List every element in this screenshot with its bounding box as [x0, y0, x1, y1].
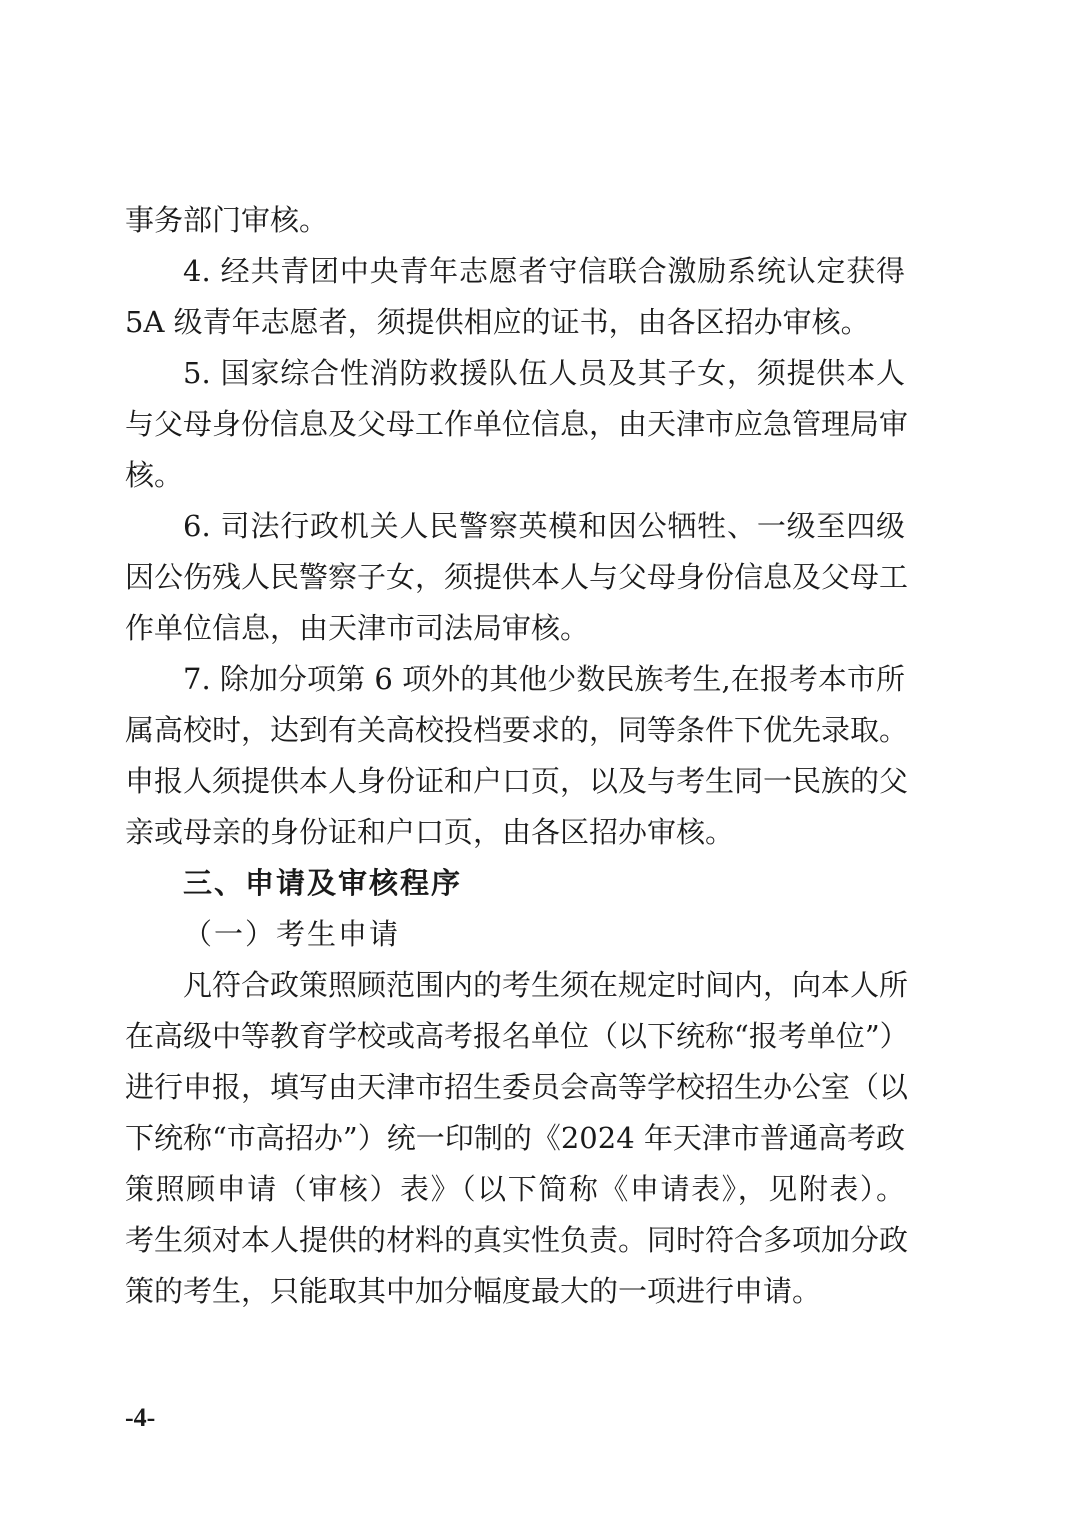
paragraph-line: 进行申报，填写由天津市招生委员会高等学校招生办公室（以 — [125, 1070, 909, 1104]
paragraph-line: 作单位信息，由天津市司法局审核。 — [125, 611, 590, 645]
paragraph-line: 5. 国家综合性消防救援队伍人员及其子女，须提供本人 — [183, 356, 905, 390]
page-number: -4- — [125, 1403, 156, 1432]
paragraph-line: 凡符合政策照顾范围内的考生须在规定时间内，向本人所 — [183, 968, 909, 1002]
paragraph-line: 5A 级青年志愿者，须提供相应的证书，由各区招办审核。 — [125, 305, 870, 339]
paragraph-line: 策的考生，只能取其中加分幅度最大的一项进行申请。 — [125, 1274, 822, 1308]
subsection-heading: （一）考生申请 — [183, 917, 401, 951]
paragraph-line: 属高校时，达到有关高校投档要求的，同等条件下优先录取。 — [125, 713, 909, 747]
paragraph-line: 事务部门审核。 — [125, 203, 329, 237]
paragraph-line: 7. 除加分项第 6 项外的其他少数民族考生,在报考本市所 — [183, 662, 905, 696]
paragraph-line: 策照顾申请（审核）表》（以下简称《申请表》，见附表）。 — [125, 1172, 905, 1206]
paragraph-line: 亲或母亲的身份证和户口页，由各区招办审核。 — [125, 815, 735, 849]
paragraph-line: 核。 — [125, 458, 184, 492]
paragraph-line: 与父母身份信息及父母工作单位信息，由天津市应急管理局审 — [125, 407, 909, 441]
section-heading: 三、申请及审核程序 — [183, 866, 463, 900]
paragraph-line: 申报人须提供本人身份证和户口页，以及与考生同一民族的父 — [125, 764, 909, 798]
paragraph-line: 4. 经共青团中央青年志愿者守信联合激励系统认定获得 — [183, 254, 905, 288]
paragraph-line: 因公伤残人民警察子女，须提供本人与父母身份信息及父母工 — [125, 560, 909, 594]
paragraph-line: 考生须对本人提供的材料的真实性负责。同时符合多项加分政 — [125, 1223, 909, 1257]
paragraph-line: 6. 司法行政机关人民警察英模和因公牺牲、一级至四级 — [183, 509, 905, 543]
paragraph-line: 在高级中等教育学校或高考报名单位（以下统称“报考单位”） — [125, 1019, 909, 1053]
paragraph-line: 下统称“市高招办”）统一印制的《2024 年天津市普通高考政 — [125, 1121, 905, 1155]
